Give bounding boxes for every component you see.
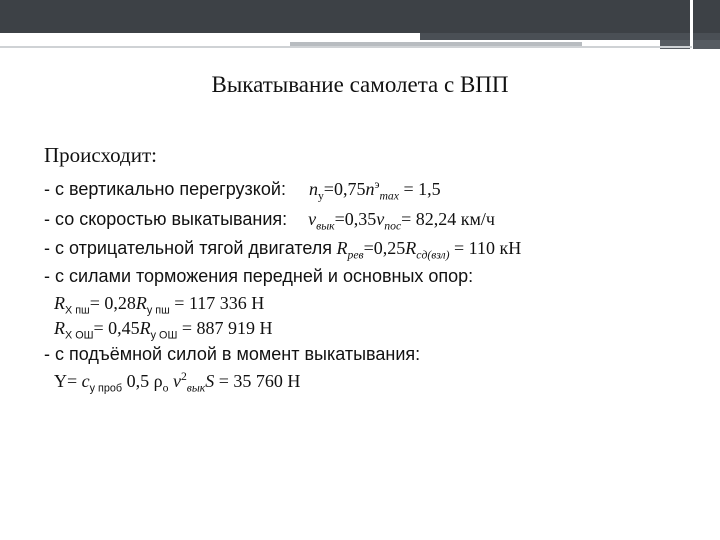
top-band (0, 0, 720, 33)
line-lift-formula: $Y= c_{y проб}$ 0,5 $\rho_о$ $v^2_{вык}S = 35$ 760 Н (54, 370, 301, 395)
section-heading: Происходит: (44, 143, 157, 167)
slide-title: Выкатывание самолета с ВПП (211, 72, 509, 97)
top-band-separator (690, 0, 693, 50)
decor-rule-thin (0, 46, 692, 48)
line-main-gear-force: $R_{X ОШ}= 0,45R_{y ОШ} = 887$ 919 Н (54, 318, 273, 342)
line-lift-force: - с подъёмной силой в момент выкатывания: (44, 344, 421, 364)
line-nose-gear-force: $R_{X пш}= 0,28R_{y пш} = 117$ 336 Н (54, 293, 265, 317)
line-rollout-speed: - со скоростью выкатывания: $v_{вык}=0,35v_{пос}= 82,24$ км/ч (44, 209, 495, 233)
line-reverse-thrust: - с отрицательной тягой двигателя $R_{рев}=0,25R_{сд(взл)} = 110$ кН (44, 238, 522, 262)
top-band-step (420, 33, 720, 40)
line-vertical-overload: - с вертикально перегрузкой: $n_y=0,75n^э_{max} = 1,5$ (44, 178, 441, 203)
line-braking-forces: - с силами торможения передней и основных опор: (44, 266, 474, 286)
